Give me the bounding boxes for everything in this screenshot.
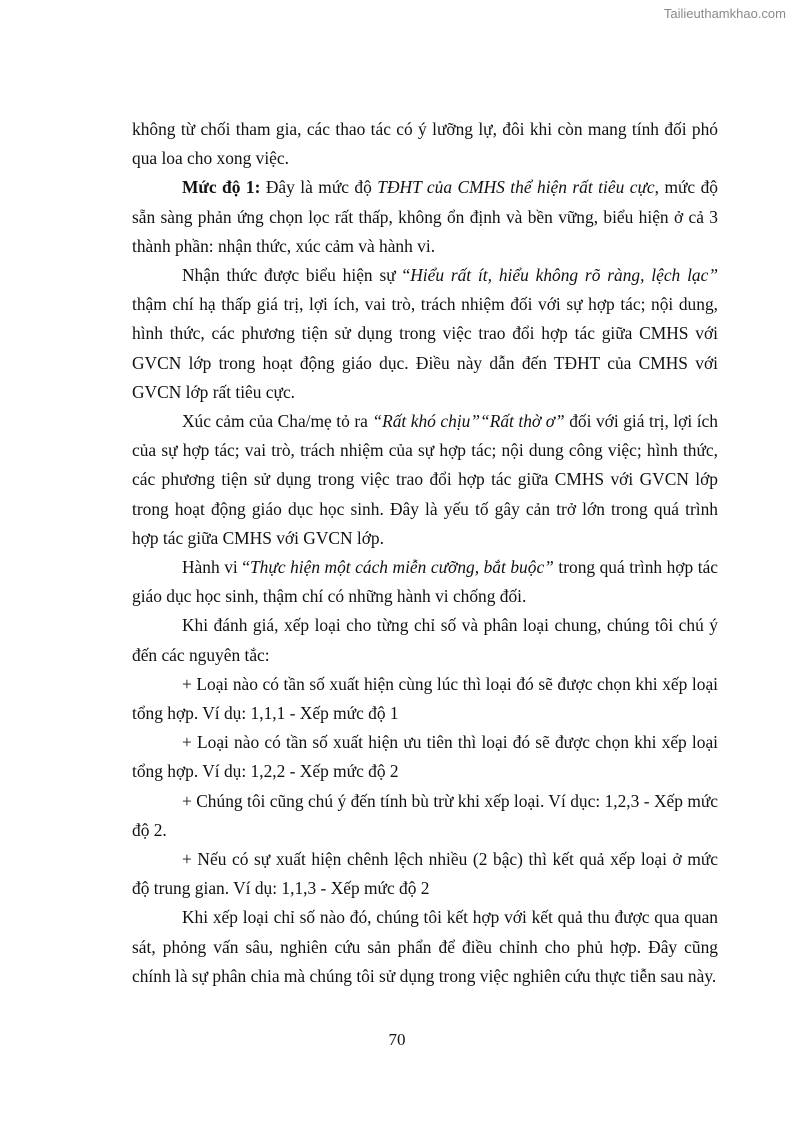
- watermark: Tailieuthamkhao.com: [663, 6, 786, 21]
- paragraph-6: Khi đánh giá, xếp loại cho từng chỉ số và phân loại chung, chúng tôi chú ý đến các nguyên tắc:: [132, 615, 718, 665]
- paragraph-11: Khi xếp loại chỉ số nào đó, chúng tôi kết hợp với kết quả thu được qua quan sát, phỏng vấn sâu, nghiên cứu sản phẩn để điều chỉnh cho phủ hợp. Đây cũng chính là sự phân chia mà chúng tôi sử dụng trong việc nghiên cứu thực tiễn sau này.: [132, 907, 718, 986]
- rule-item-1: + Loại nào có tần số xuất hiện cùng lúc thì loại đó sẽ được chọn khi xếp loại tổng hợp. Ví dụ: 1,1,1 - Xếp mức độ 1: [132, 673, 718, 724]
- paragraph-4-emphasis: “Rất khó chịu”“Rất thờ ơ”: [372, 411, 565, 432]
- paragraph-5-emphasis: Thực hiện một cách miễn cưỡng, bắt buộc”: [249, 557, 554, 578]
- paragraph-3-text-2: thậm chí hạ thấp giá trị, lợi ích, vai trò, trách nhiệm đối với sự hợp tác; nội dung, hình thức, các phương tiện sử dụng trong việc trao đổi hợp tác giữa CMHS với GVCN lớp trong hoạt động giáo dục. Điều này dẫn đến TĐHT của CMHS với GVCN lớp rất tiêu cực.: [132, 294, 718, 402]
- paragraph-4: [132, 407, 718, 553]
- paragraph-5-text-1: Hành vi “: [182, 557, 250, 578]
- paragraph-4-text-2: đối với giá trị, lợi ích của sự hợp tác; vai trò, trách nhiệm của sự hợp tác; nội dung công việc; hình thức, các phương tiện sử dụng trong việc trao đổi hợp tác giữa CMHS với GVCN lớp trong hoạt động giáo dục học sinh. Đây là yếu tố gây cản trở lớn trong quá trình hợp tác giữa CMHS với GVCN lớp.: [132, 411, 718, 548]
- rule-item-2: + Loại nào có tần số xuất hiện ưu tiên thì loại đó sẽ được chọn khi xếp loại tổng hợp. Ví dụ: 1,2,2 - Xếp mức độ 2: [132, 732, 718, 782]
- paragraph-5: [132, 553, 718, 611]
- level-label: Mức độ 1:: [182, 177, 261, 198]
- document-body: [132, 115, 718, 991]
- paragraph-3: [132, 261, 718, 407]
- rule-item-4: + Nếu có sự xuất hiện chênh lệch nhiều (2 bậc) thì kết quả xếp loại ở mức độ trung gian. Ví dụ: 1,1,3 - Xếp mức độ 2: [132, 849, 718, 899]
- paragraph-1: không từ chối tham gia, các thao tác có ý lưỡng lự, đôi khi còn mang tính đối phó qua loa cho xong việc.: [132, 119, 718, 169]
- paragraph-2-emphasis: TĐHT của CMHS thể hiện rất tiêu cực: [377, 177, 655, 198]
- page-number: 70: [388, 1030, 406, 1049]
- paragraph-2-text-1: Đây là mức độ: [260, 177, 378, 198]
- paragraph-4-text-1: Xúc cảm của Cha/mẹ tỏ ra: [182, 411, 373, 432]
- paragraph-2: [132, 173, 718, 261]
- rule-item-3: + Chúng tôi cũng chú ý đến tính bù trừ khi xếp loại. Ví dục: 1,2,3 - Xếp mức độ 2.: [132, 790, 718, 840]
- paragraph-3-emphasis: Hiểu rất ít, hiểu không rõ ràng, lệch lạc”: [410, 265, 718, 286]
- paragraph-3-text-1: Nhận thức được biểu hiện sự “: [182, 265, 411, 286]
- paragraph-5-text-2: trong quá trình hợp tác giáo dục học sinh, thậm chí có những hành vi chống đối.: [132, 557, 719, 607]
- paragraph-2-text-2: , mức độ sẵn sàng phản ứng chọn lọc rất thấp, không ổn định và bền vững, biểu hiện ở cả 3 thành phần: nhận thức, xúc cảm và hành vi.: [132, 177, 719, 256]
